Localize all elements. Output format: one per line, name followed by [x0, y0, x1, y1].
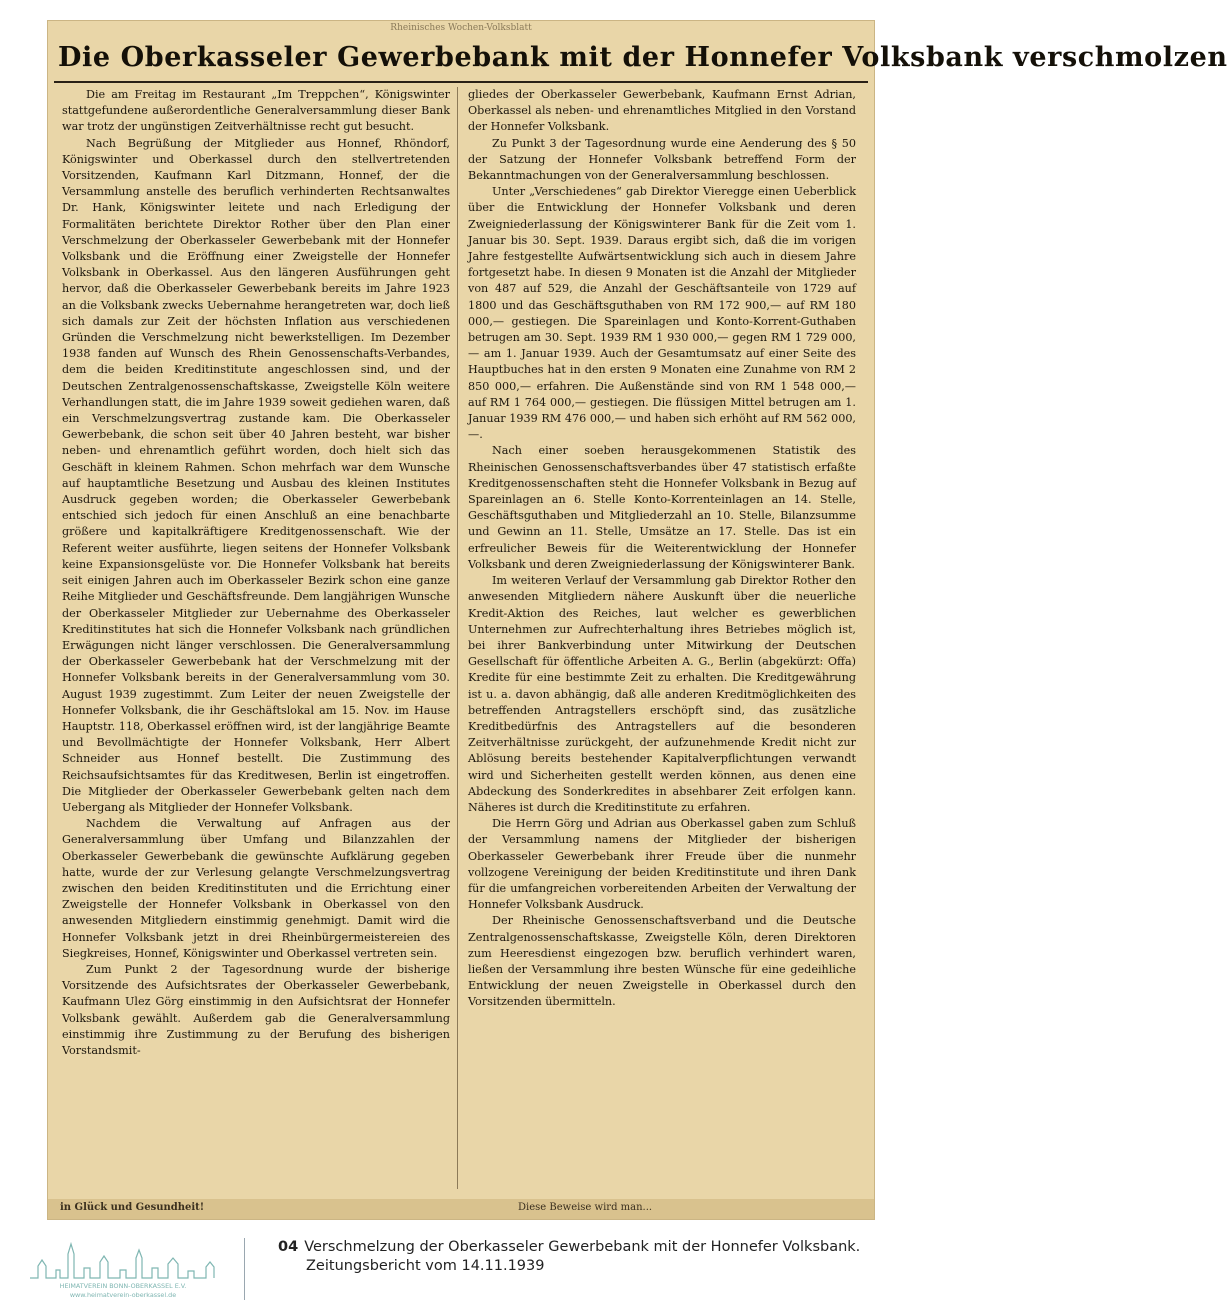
headline-rule — [54, 81, 868, 83]
logo-line-2: www.heimatverein-oberkassel.de — [69, 1291, 177, 1299]
clipping-bottom-strip — [48, 1199, 874, 1219]
newspaper-clipping — [47, 20, 1228, 1220]
clipping-bottom-left-text: in Glück und Gesundheit! — [60, 1202, 205, 1213]
article-headline: Die Oberkasseler Gewerbebank mit der Honnefer Volksbank verschmolzen — [58, 42, 1228, 73]
article-paragraph: Nachdem die Verwaltung auf Anfragen aus der Generalversammlung über Umfang und Bilanzzahlen der Oberkasseler Gewerbebank die gewünschte Aufklärung gegeben hatte, wurde der zur Verlesung gelangte Verschmelzungsvertrag zwischen den beiden Kreditinstituten und die Errichtung einer Zweigstelle der Honnefer Volksbank in Oberkassel von den anwesenden Mitgliedern einstimmig genehmigt. Damit wird die Honnefer Volksbank jetzt in drei Rheinbürgermeistereien des Siegkreises, Honnef, Königswinter und Oberkassel vertreten sein. — [62, 817, 450, 960]
caption-line-1: Verschmelzung der Oberkasseler Gewerbebank mit der Honnefer Volksbank. — [304, 1239, 861, 1255]
clipping-bottom-right-text: Diese Beweise wird man... — [518, 1202, 653, 1213]
caption-number: 04 — [278, 1239, 299, 1255]
footer-divider — [244, 1238, 245, 1300]
column-divider — [457, 87, 458, 1189]
clipping-top-text: Rheinisches Wochen-Volksblatt — [390, 23, 532, 33]
page-footer — [0, 1232, 925, 1308]
logo-line-1: HEIMATVEREIN BONN-OBERKASSEL E.V. — [59, 1282, 187, 1290]
article-paragraph: Zum Punkt 2 der Tagesordnung wurde der bisherige Vorsitzende des Aufsichtsrates der Oberkasseler Gewerbebank, Kaufmann Ulez Görg einstimmig in den Aufsichtsrat der Honnefer Volksbank gewählt. Außerdem gab die Generalversammlung einstimmig ihre Zustimmung zu der Berufung des bisherigen Vorstandsmit- — [62, 962, 450, 1057]
article-paragraph: Nach Begrüßung der Mitglieder aus Honnef, Rhöndorf, Königswinter und Oberkassel durch den stellvertretenden Vorsitzenden, Kaufmann Karl Ditzmann, Honnef, der die Versammlung anstelle des beruflich verhinderten Rechtsanwaltes Dr. Hank, Königswinter leitete und nach Erledigung der Formalitäten berichtete Direktor Rother über den Plan einer Verschmelzung der Oberkasseler Gewerbebank mit der Honnefer Volksbank und die Eröffnung einer Zweigstelle der Honnefer Volksbank in Oberkassel. Aus den längeren Ausführungen geht hervor, daß die Oberkasseler Gewerbebank bereits im Jahre 1923 an die Volksbank zwecks Uebernahme herangetreten war, doch ließ sich damals zur Zeit der höchsten Inflation aus verschiedenen Gründen die Verschmelzung nicht bewerkstelligen. Im Dezember 1938 fanden auf Wunsch des Rhein Genossenschafts-Verbandes, dem die beiden Kreditinstitute angeschlossen sind, und der Deutschen Zentralgenossenschaftskasse, Zweigstelle Köln weitere Verhandlungen statt, die im Jahre 1939 soweit gediehen waren, daß ein Verschmelzungsvertrag zustande kam. Die Oberkasseler Gewerbebank, die schon seit über 40 Jahren besteht, war bisher neben- und ehrenamtlich geführt worden, doch hielt sich das Geschäft in kleinem Rahmen. Schon mehrfach war dem Wunsche auf hauptamtliche Besetzung und Ausbau des kleinen Institutes Ausdruck gegeben worden; die Oberkasseler Gewerbebank entschied sich jedoch für einen Anschluß an eine benachbarte größere und kapitalkräftigere Kreditgenossenschaft. Wie der Referent weiter ausführte, liegen seitens der Honnefer Volksbank keine Expansionsgelüste vor. Die Honnefer Volksbank hat bereits seit einigen Jahren auch im Oberkasseler Bezirk schon eine ganze Reihe Mitglieder und Geschäftsfreunde. Dem langjährigen Wunsche der Oberkasseler Mitglieder zur Uebernahme des Oberkasseler Kreditinstitutes hat sich die Honnefer Volksbank nach gründlichen Erwägungen nicht länger verschlossen. Die Generalversammlung der Oberkasseler Gewerbebank hat der Verschmelzung mit der Honnefer Volksbank bereits in der Generalversammlung vom 30. August 1939 zugestimmt. Zum Leiter der neuen Zweigstelle der Honnefer Volksbank, die ihr Geschäftslokal am 15. Nov. im Hause Hauptstr. 118, Oberkassel eröffnen wird, ist der langjährige Beamte und Bevollmächtigte der Honnefer Volksbank, Herr Albert Schneider aus Honnef bestellt. Die Zustimmung des Reichsaufsichtsamtes für das Kreditwesen, Berlin ist eingetroffen. Die Mitglieder der Oberkasseler Gewerbebank gelten nach dem Uebergang als Mitglieder der Honnefer Volksbank. — [62, 136, 450, 814]
article-paragraph: Zu Punkt 3 der Tagesordnung wurde eine Aenderung des § 50 der Satzung der Honnefer Volksbank betreffend Form der Bekanntmachungen von der Generalversammlung beschlossen. — [468, 136, 856, 183]
article-paragraph: Die am Freitag im Restaurant „Im Treppchen“, Königswinter stattgefundene außerordentliche Generalversammlung dieser Bank war trotz der ungünstigen Zeitverhältnisse recht gut besucht. — [62, 88, 450, 134]
article-paragraph: Nach einer soeben herausgekommenen Statistik des Rheinischen Genossenschaftsverbandes über 47 statistisch erfaßte Kreditgenossenschaften steht die Honnefer Volksbank in Bezug auf Spareinlagen an 6. Stelle Konto-Korrenteinlagen an 14. Stelle, Geschäftsguthaben und Mitgliederzahl an 10. Stelle, Bilanzsumme und Gewinn an 11. Stelle, Umsätze an 17. Stelle. Das ist ein erfreulicher Beweis für die Weiterentwicklung der Honnefer Volksbank und deren Zweigniederlassung der Königswinterer Bank. — [468, 444, 856, 571]
caption-line-2: Zeitungsbericht vom 14.11.1939 — [306, 1258, 545, 1274]
article-paragraph: Der Rheinische Genossenschaftsverband und die Deutsche Zentralgenossenschaftskasse, Zweigstelle Köln, deren Direktoren zum Heeresdienst eingezogen bzw. beruflich verhindert waren, ließen der Versammlung ihre besten Wünsche für eine gedeihliche Entwicklung der neuen Zweigstelle in Oberkassel durch den Vorsitzenden übermitteln. — [468, 914, 856, 1009]
article-column-right — [468, 87, 856, 1199]
article-paragraph: Die Herrn Görg und Adrian aus Oberkassel gaben zum Schluß der Versammlung namens der Mitglieder der bisherigen Oberkasseler Gewerbebank ihrer Freude über die nunmehr vollzogene Vereinigung der beiden Kreditinstitute und ihren Dank für die umfangreichen vorbereitenden Arbeiten der Verwaltung der Honnefer Volksbank Ausdruck. — [468, 817, 856, 912]
heimatverein-logo — [28, 1240, 218, 1300]
article-paragraph: Unter „Verschiedenes“ gab Direktor Vieregge einen Ueberblick über die Entwicklung der Honnefer Volksbank und deren Zweigniederlassung der Königswinterer Bank für die Zeit vom 1. Januar bis 30. Sept. 1939. Daraus ergibt sich, daß die im vorigen Jahre festgestellte Aufwärtsentwicklung sich auch in diesem Jahre fortgesetzt habe. In diesen 9 Monaten ist die Anzahl der Mitglieder von 487 auf 529, die Anzahl der Geschäftsanteile von 1729 auf 1800 und das Geschäftsguthaben von RM 172 900,— auf RM 180 000,— gestiegen. Die Spareinlagen und Konto-Korrent-Guthaben betrugen am 30. Sept. 1939 RM 1 930 000,— gegen RM 1 729 000,— am 1. Januar 1939. Auch der Gesamtumsatz auf einer Seite des Hauptbuches hat in den ersten 9 Monaten eine Zunahme von RM 2 850 000,— erfahren. Die Außenstände sind von RM 1 548 000,— auf RM 1 764 000,— gestiegen. Die flüssigen Mittel betrugen am 1. Januar 1939 RM 476 000,— und haben sich erhöht auf RM 562 000,—. — [468, 185, 856, 442]
article-column-left — [62, 87, 450, 1199]
article-paragraph: Im weiteren Verlauf der Versammlung gab Direktor Rother den anwesenden Mitgliedern nähere Auskunft über die neuerliche Kredit-Aktion des Reiches, laut welcher es gewerblichen Unternehmen zur Aufrechterhaltung ihres Betriebes möglich ist, bei ihrer Bankverbindung unter Mitwirkung der Deutschen Gesellschaft für öffentliche Arbeiten A. G., Berlin (abgekürzt: Offa) Kredite für eine bestimmte Zeit zu erhalten. Die Kreditgewährung ist u. a. davon abhängig, daß alle anderen Kreditmöglichkeiten des betreffenden Antragstellers erschöpft sind, das zusätzliche Kreditbedürfnis des Antragstellers auf die besonderen Zeitverhältnisse zurückgeht, der aufzunehmende Kredit nicht zur Ablösung bereits bestehender Kapitalverpflichtungen verwandt wird und Sicherheiten gestellt werden können, aus denen eine Abdeckung des Sonderkredites in absehbarer Zeit erfolgen kann. Näheres ist durch die Kreditinstitute zu erfahren. — [468, 574, 856, 814]
figure-caption — [278, 1238, 898, 1276]
article-paragraph: gliedes der Oberkasseler Gewerbebank, Kaufmann Ernst Adrian, Oberkassel als neben- und ehrenamtliches Mitglied in den Vorstand der Honnefer Volksbank. — [468, 88, 856, 134]
